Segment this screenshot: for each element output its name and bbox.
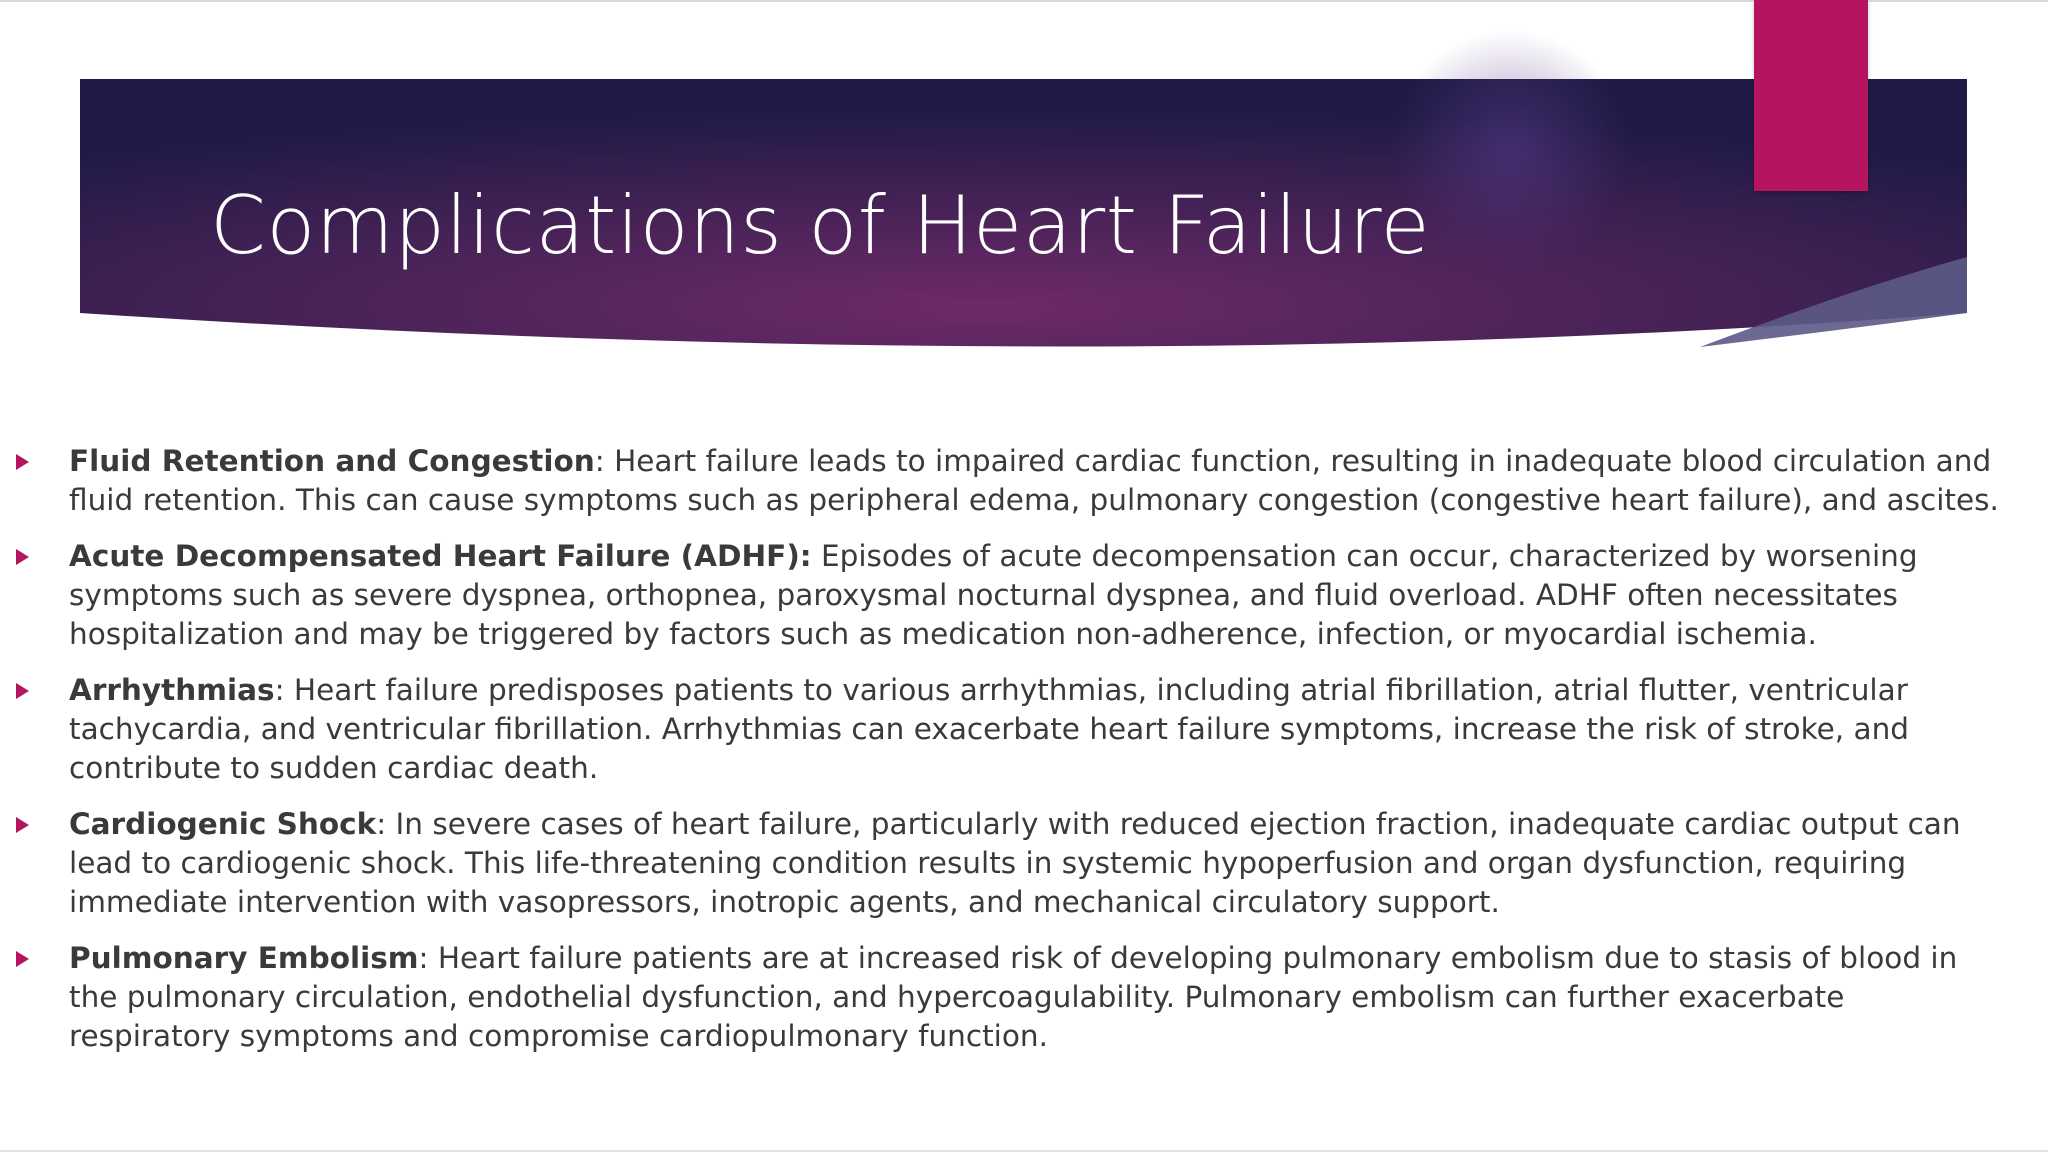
bullet-item bbox=[14, 939, 2014, 1056]
triangle-bullet-icon bbox=[16, 549, 29, 565]
bullet-list bbox=[14, 442, 2014, 1073]
bullet-text: Heart failure leads to impaired cardiac function, resulting in inadequate blood circulation and fluid retention. This can cause symptoms such as peripheral edema, pulmonary congestion (congestive heart failure), and ascites. bbox=[69, 444, 1999, 517]
bullet-item bbox=[14, 671, 2014, 788]
bullet-separator: : bbox=[418, 941, 429, 975]
triangle-bullet-icon bbox=[16, 454, 29, 470]
bullet-item bbox=[14, 537, 2014, 654]
bullet-text: Episodes of acute decompensation can occur, characterized by worsening symptoms such as severe dyspnea, orthopnea, paroxysmal nocturnal dyspnea, and fluid overload. ADHF often necessitates hospitalization and may be triggered by factors such as medication non-adherence, infection, or myocardial ischemia. bbox=[69, 539, 1918, 651]
bullet-separator: : bbox=[274, 673, 285, 707]
bullet-heading: Acute Decompensated Heart Failure (ADHF): bbox=[69, 539, 812, 573]
bullet-text: Heart failure predisposes patients to various arrhythmias, including atrial fibrillation, atrial flutter, ventricular tachycardia, and ventricular fibrillation. Arrhythmias can exacerbate heart failure symptoms, increase the risk of stroke, and contribute to sudden cardiac death. bbox=[69, 673, 1910, 785]
bullet-text: Heart failure patients are at increased risk of developing pulmonary embolism due to stasis of blood in the pulmonary circulation, endothelial dysfunction, and hypercoagulability. Pulmonary embolism can further exacerbate respiratory symptoms and compromise cardiopulmonary function. bbox=[69, 941, 1958, 1053]
slide-title: Complications of Heart Failure bbox=[210, 179, 1431, 272]
bullet-separator: : bbox=[594, 444, 605, 478]
bullet-item bbox=[14, 805, 2014, 922]
triangle-bullet-icon bbox=[16, 683, 29, 699]
bullet-heading: Pulmonary Embolism bbox=[69, 941, 419, 975]
bullet-text: In severe cases of heart failure, particularly with reduced ejection fraction, inadequate cardiac output can lead to cardiogenic shock. This life-threatening condition results in systemic hypoperfusion and organ dysfunction, requiring immediate intervention with vasopressors, inotropic agents, and mechanical circulatory support. bbox=[69, 807, 1961, 919]
bullet-separator: : bbox=[376, 807, 387, 841]
bullet-heading: Arrhythmias bbox=[69, 673, 275, 707]
bullet-item bbox=[14, 442, 2014, 520]
triangle-bullet-icon bbox=[16, 817, 29, 833]
triangle-bullet-icon bbox=[16, 951, 29, 967]
bullet-heading: Cardiogenic Shock bbox=[69, 807, 377, 841]
bullet-heading: Fluid Retention and Congestion bbox=[69, 444, 595, 478]
accent-tab bbox=[1754, 0, 1868, 191]
